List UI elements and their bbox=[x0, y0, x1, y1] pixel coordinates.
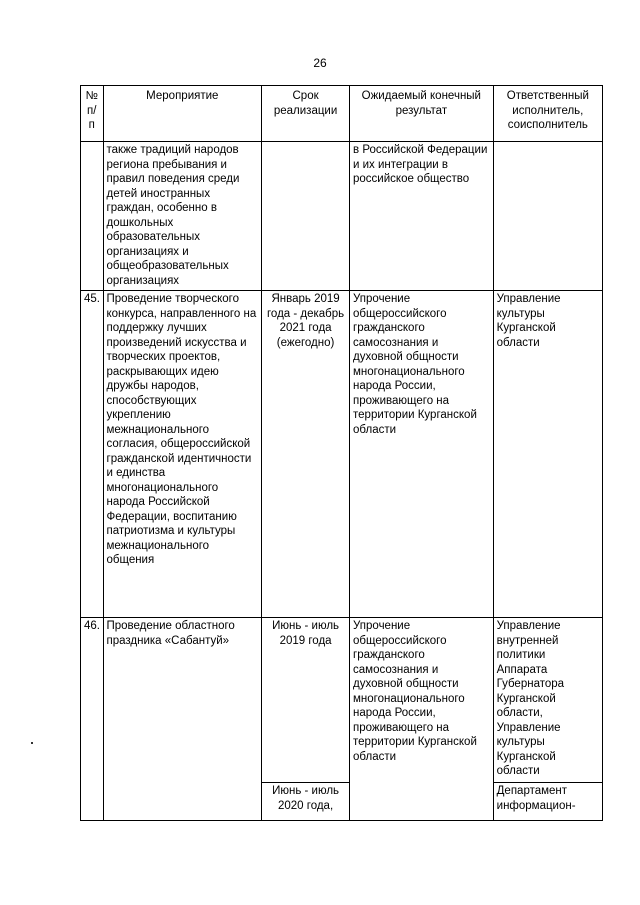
row-event: также традиций народов региона пребывания и правил поведения среди детей иностранных граждан, особенно в дошкольных образовательных организациях и общеобразовательных организациях bbox=[103, 142, 262, 291]
row-term: Июнь - июль 2019 года bbox=[262, 618, 350, 783]
row-num: 45. bbox=[81, 291, 104, 618]
table-row bbox=[81, 618, 603, 783]
row-num bbox=[81, 142, 104, 291]
header-term: Срок реализации bbox=[262, 86, 350, 142]
row-result: в Российской Федерации и их интеграции в российское общество bbox=[350, 142, 494, 291]
header-event: Мероприятие bbox=[103, 86, 262, 142]
row-responsible: Управление внутренней политики Аппарата Губернатора Курганской области, Управление культуры Курганской области bbox=[493, 618, 602, 783]
row-term: Январь 2019 года - декабрь 2021 года (ежегодно) bbox=[262, 291, 350, 618]
row-responsible bbox=[493, 142, 602, 291]
row-num: 46. bbox=[81, 618, 104, 821]
scan-speck bbox=[31, 742, 33, 744]
row-term: Июнь - июль 2020 года, bbox=[262, 783, 350, 821]
row-result: Упрочение общероссийского гражданского самосознания и духовной общности многонационального народа России, проживающего на территории Курганской области bbox=[350, 291, 494, 618]
events-table bbox=[80, 85, 603, 821]
header-num: № п/п bbox=[81, 86, 104, 142]
row-term bbox=[262, 142, 350, 291]
row-result: Упрочение общероссийского гражданского самосознания и духовной общности многонационального народа России, проживающего на территории Курганской области bbox=[350, 618, 494, 821]
page-number: 26 bbox=[313, 56, 327, 70]
header-responsible: Ответственный исполнитель, соисполнитель bbox=[493, 86, 602, 142]
row-event: Проведение областного праздника «Сабантуй» bbox=[103, 618, 262, 821]
table-header-row bbox=[81, 86, 603, 142]
row-event: Проведение творческого конкурса, направленного на поддержку лучших произведений искусства и творческих проектов, раскрывающих идею дружбы народов, способствующих укреплению межнационального согласия, общероссийской гражданской идентичности и единства многонационального народа Российской Федерации, воспитанию патриотизма и культуры межнационального общения bbox=[103, 291, 262, 618]
row-responsible: Управление культуры Курганской области bbox=[493, 291, 602, 618]
row-responsible: Департамент информацион- bbox=[493, 783, 602, 821]
table-row bbox=[81, 142, 603, 291]
header-result: Ожидаемый конечный результат bbox=[350, 86, 494, 142]
table-row bbox=[81, 291, 603, 618]
